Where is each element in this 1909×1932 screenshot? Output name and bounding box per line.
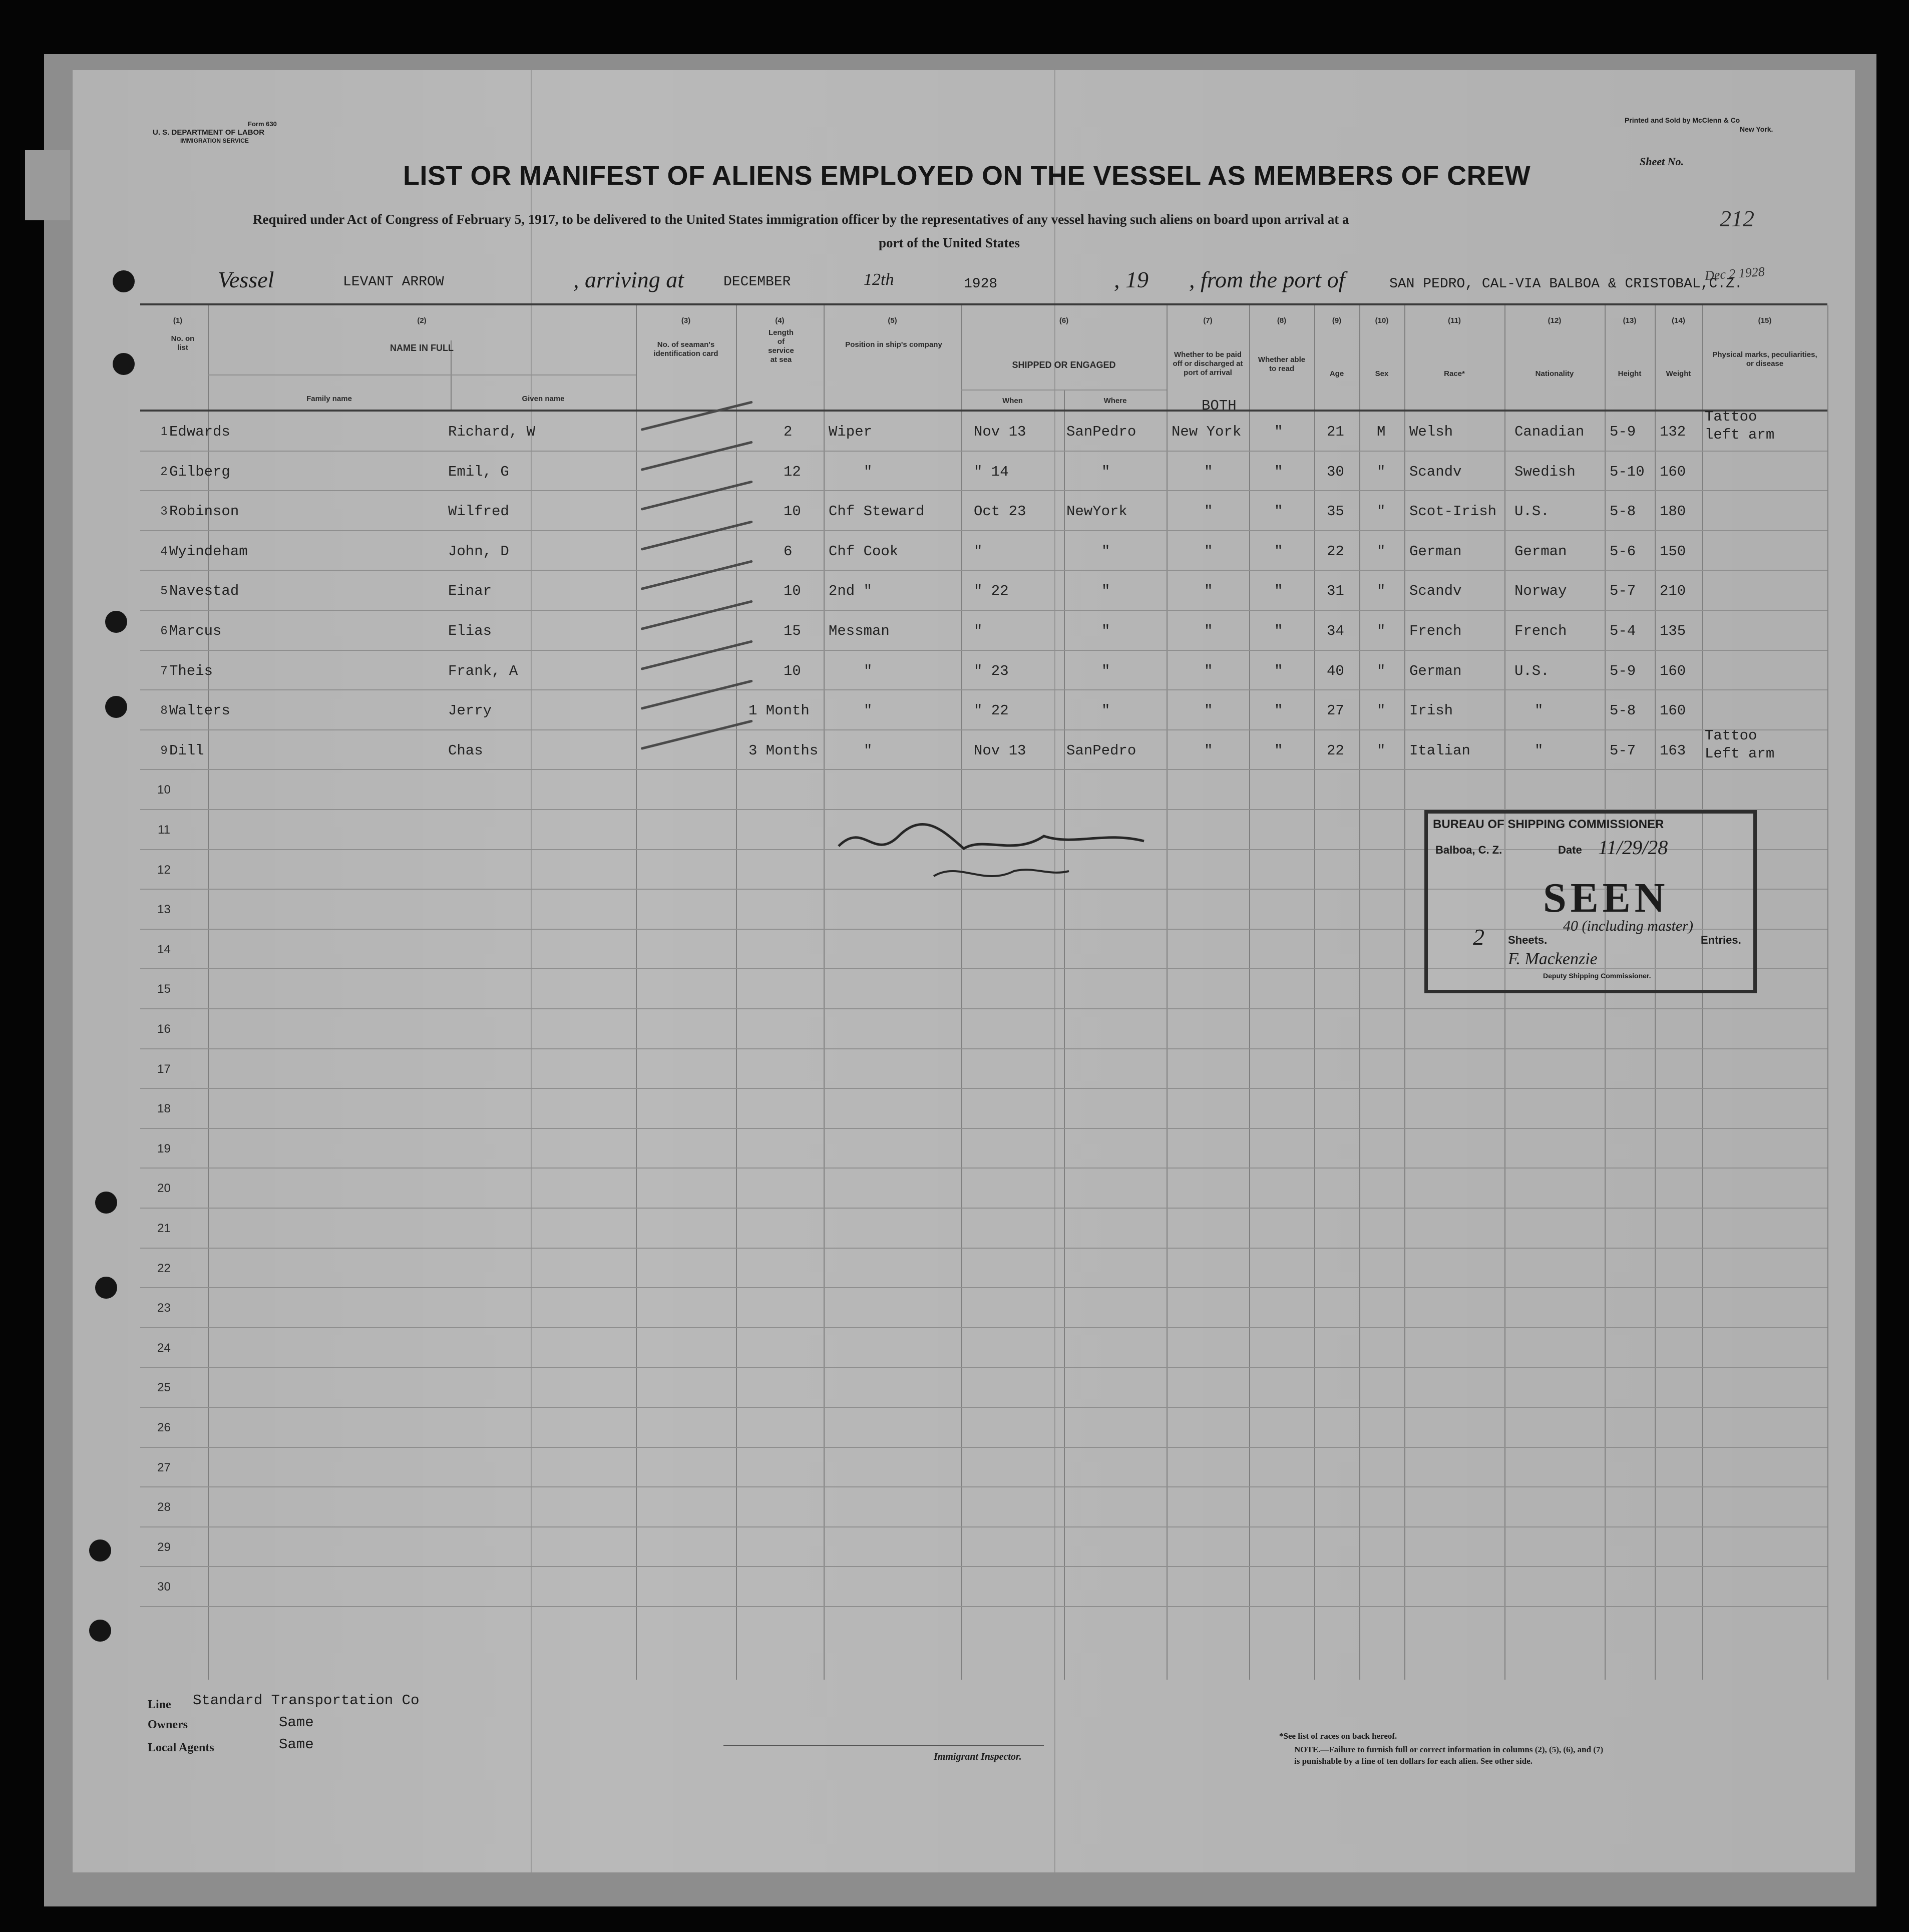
length-of-service: 2 <box>784 424 793 440</box>
row-rule <box>140 1566 1827 1567</box>
printer-line: Printed and Sold by McClenn & Co <box>1625 116 1740 124</box>
family-name: Navestad <box>169 583 239 600</box>
paid-off-port: " <box>1204 742 1213 759</box>
shipped-when: " 22 <box>974 583 1009 600</box>
owners-label: Owners <box>148 1718 188 1731</box>
stamp-entries-label: Entries. <box>1701 934 1741 946</box>
given-name: John, D <box>448 543 509 560</box>
col-label-race: Race* <box>1444 369 1465 378</box>
nationality: German <box>1514 543 1567 560</box>
sex: M <box>1377 424 1386 440</box>
length-of-service: 1 Month <box>748 702 810 719</box>
weight: 135 <box>1660 623 1686 639</box>
family-name: Edwards <box>169 424 230 440</box>
position: " <box>864 702 873 719</box>
sex: " <box>1377 742 1386 759</box>
row-rule <box>140 1128 1827 1129</box>
given-name: Jerry <box>448 702 492 719</box>
race: Scot-Irish <box>1409 503 1497 520</box>
row-rule <box>140 1367 1827 1368</box>
weight: 210 <box>1660 583 1686 600</box>
position: " <box>864 742 873 759</box>
row-number: 29 <box>157 1540 171 1554</box>
sex: " <box>1377 543 1386 560</box>
physical-marks: Tattoo <box>1705 727 1757 744</box>
row-rule <box>140 1168 1827 1169</box>
row-number: 10 <box>157 783 171 797</box>
nationality: U.S. <box>1514 662 1550 679</box>
shipped-where: " <box>1101 662 1110 679</box>
races-note: *See list of races on back hereof. <box>1279 1731 1397 1741</box>
shipped-when: " 14 <box>974 463 1009 480</box>
row-number: 12 <box>157 863 171 877</box>
family-name: Theis <box>169 662 213 679</box>
row-rule <box>140 1248 1827 1249</box>
col-no-12: (12) <box>1548 316 1562 325</box>
able-to-read: " <box>1274 463 1283 480</box>
row-number: 16 <box>157 1022 171 1036</box>
race: Welsh <box>1409 424 1453 440</box>
given-name: Emil, G <box>448 463 509 480</box>
height: 5-4 <box>1610 623 1636 639</box>
row-number: 11 <box>158 823 170 837</box>
row-rule <box>140 451 1827 452</box>
nationality: Canadian <box>1514 424 1585 440</box>
row-rule <box>140 1327 1827 1328</box>
row-number: 28 <box>157 1500 171 1514</box>
col-label-age: Age <box>1329 369 1344 378</box>
col-no-2: (2) <box>417 316 427 325</box>
col-no-7: (7) <box>1203 316 1213 325</box>
family-name: Walters <box>169 702 230 719</box>
weight: 160 <box>1660 463 1686 480</box>
bureau-stamp <box>1424 810 1757 993</box>
length-of-service: 12 <box>784 463 801 480</box>
stamp-date-label: Date <box>1558 844 1582 856</box>
punch-hole <box>113 353 135 375</box>
physical-marks: Tattoo <box>1705 409 1757 425</box>
able-to-read: " <box>1274 503 1283 520</box>
row-rule <box>140 1447 1827 1448</box>
form-number: Form 630 <box>248 120 277 128</box>
row-number: 19 <box>157 1141 171 1155</box>
col-no-1: (1) <box>173 316 183 325</box>
col-label-weight: Weight <box>1666 369 1691 378</box>
row-rule <box>140 1048 1827 1049</box>
printer-city: New York. <box>1740 125 1773 133</box>
row-number: 15 <box>157 982 171 996</box>
given-name: Wilfred <box>448 503 509 520</box>
row-rule <box>140 689 1827 690</box>
stamp-header: BUREAU OF SHIPPING COMMISSIONER <box>1433 818 1664 831</box>
arriving-day: 12th <box>864 270 894 289</box>
col-label-nationality: Nationality <box>1535 369 1574 378</box>
col-no-11: (11) <box>1448 316 1461 325</box>
shipped-where: " <box>1101 702 1110 719</box>
agents-label: Local Agents <box>148 1741 214 1754</box>
stamp-seen: SEEN <box>1543 875 1669 921</box>
row-rule <box>140 650 1827 651</box>
col-label-read: Whether able to read <box>1258 355 1306 373</box>
sex: " <box>1377 662 1386 679</box>
col-no-4: (4) <box>775 316 785 325</box>
family-name: Robinson <box>169 503 239 520</box>
shipped-where: SanPedro <box>1066 742 1136 759</box>
race: German <box>1409 543 1462 560</box>
family-name: Marcus <box>169 623 222 639</box>
row-number: 8 <box>160 703 168 717</box>
col-label-no-on-list: No. on list <box>171 334 195 352</box>
document-subtitle: Required under Act of Congress of February 5, 1917, to be delivered to the United States immigration officer by the representatives of any vessel having such aliens on board upon arrival at a <box>253 212 1349 227</box>
year-label: , 19 <box>1114 267 1149 292</box>
stamp-footer: Deputy Shipping Commissioner. <box>1543 972 1651 980</box>
shipped-where: " <box>1101 543 1110 560</box>
nationality: Swedish <box>1514 463 1576 480</box>
able-to-read: " <box>1274 662 1283 679</box>
manifest-sheet <box>73 70 1855 1872</box>
position: Wiper <box>829 424 873 440</box>
inspector-line <box>723 1745 1044 1746</box>
row-number: 3 <box>160 504 168 518</box>
race: Italian <box>1409 742 1470 759</box>
race: Scandv <box>1409 583 1462 600</box>
nationality: Norway <box>1514 583 1567 600</box>
age: 30 <box>1327 463 1344 480</box>
row-rule <box>140 570 1827 571</box>
col-label-sex: Sex <box>1375 369 1389 378</box>
agents-value: Same <box>279 1736 314 1753</box>
col-no-13: (13) <box>1623 316 1637 325</box>
punch-hole <box>89 1539 111 1562</box>
weight: 180 <box>1660 503 1686 520</box>
punch-hole <box>105 611 127 633</box>
shipped-when: " <box>974 623 983 639</box>
punch-hole <box>113 270 135 292</box>
height: 5-8 <box>1610 503 1636 520</box>
col-no-9: (9) <box>1332 316 1342 325</box>
position: " <box>864 463 873 480</box>
row-rule <box>140 530 1827 531</box>
line-value: Standard Transportation Co <box>193 1692 420 1709</box>
row-number: 1 <box>160 425 168 438</box>
row-number: 6 <box>160 624 168 637</box>
stamp-sheets-value: 2 <box>1473 924 1484 950</box>
arriving-year: 1928 <box>964 276 998 292</box>
owners-value: Same <box>279 1714 314 1731</box>
shipped-where: SanPedro <box>1066 424 1136 440</box>
age: 35 <box>1327 503 1344 520</box>
punch-hole <box>105 696 127 718</box>
nationality: " <box>1535 742 1544 759</box>
stamp-sheets-label: Sheets. <box>1508 934 1548 946</box>
row-rule <box>140 729 1827 730</box>
penalty-note-2: is punishable by a fine of ten dollars for each alien. See other side. <box>1294 1756 1533 1766</box>
length-of-service: 10 <box>784 583 801 600</box>
col-label-height: Height <box>1618 369 1642 378</box>
col-label-service: Length of service at sea <box>768 328 794 364</box>
age: 22 <box>1327 742 1344 759</box>
col-label-paid-off: Whether to be paid off or discharged at port of arrival <box>1173 350 1243 377</box>
line-label: Line <box>148 1698 171 1711</box>
row-number: 5 <box>160 584 168 598</box>
col-no-8: (8) <box>1277 316 1287 325</box>
col-no-3: (3) <box>681 316 691 325</box>
shipped-when: Oct 23 <box>974 503 1026 520</box>
row-rule <box>140 1208 1827 1209</box>
position: Chf Cook <box>829 543 899 560</box>
shipped-when: " 23 <box>974 662 1009 679</box>
paid-off-port: " <box>1204 463 1213 480</box>
weight: 160 <box>1660 702 1686 719</box>
service-line: IMMIGRATION SERVICE <box>180 137 249 144</box>
col-label-where: Where <box>1103 397 1127 405</box>
adjacent-page-edge <box>25 150 70 220</box>
sex: " <box>1377 583 1386 600</box>
inspector-label: Immigrant Inspector. <box>934 1751 1022 1762</box>
col-label-family-name: Family name <box>306 395 352 403</box>
height: 5-10 <box>1610 463 1645 480</box>
punch-hole <box>89 1620 111 1642</box>
penalty-note: NOTE.—Failure to furnish full or correct information in columns (2), (5), (6), and (7) <box>1294 1745 1604 1754</box>
row-rule <box>140 1287 1827 1288</box>
shipped-when: Nov 13 <box>974 742 1026 759</box>
department-line: U. S. DEPARTMENT OF LABOR <box>153 128 265 137</box>
age: 21 <box>1327 424 1344 440</box>
row-rule <box>140 1486 1827 1487</box>
age: 27 <box>1327 702 1344 719</box>
height: 5-8 <box>1610 702 1636 719</box>
race: French <box>1409 623 1462 639</box>
row-number: 24 <box>157 1341 171 1355</box>
family-name: Gilberg <box>169 463 230 480</box>
shipped-where: " <box>1101 463 1110 480</box>
sheet-number-label: Sheet No. <box>1640 155 1684 168</box>
row-number: 13 <box>157 903 171 917</box>
row-number: 18 <box>157 1102 171 1116</box>
stamp-date-value: 11/29/28 <box>1598 836 1668 859</box>
row-rule <box>140 1407 1827 1408</box>
age: 22 <box>1327 543 1344 560</box>
stamp-place: Balboa, C. Z. <box>1435 844 1502 856</box>
stamp-signature: F. Mackenzie <box>1508 950 1598 968</box>
row-number: 22 <box>157 1261 171 1275</box>
age: 40 <box>1327 662 1344 679</box>
sex: " <box>1377 503 1386 520</box>
length-of-service: 3 Months <box>748 742 819 759</box>
row-number: 17 <box>157 1062 171 1076</box>
row-number: 9 <box>160 743 168 757</box>
col-label-name: NAME IN FULL <box>390 343 454 353</box>
paid-off-port: " <box>1204 702 1213 719</box>
row-number: 25 <box>157 1381 171 1395</box>
able-to-read: " <box>1274 623 1283 639</box>
given-name: Chas <box>448 742 483 759</box>
paid-off-port: " <box>1204 543 1213 560</box>
col-no-15: (15) <box>1758 316 1772 325</box>
sex: " <box>1377 463 1386 480</box>
family-name: Wyindeham <box>169 543 248 560</box>
nationality: U.S. <box>1514 503 1550 520</box>
given-name: Frank, A <box>448 662 518 679</box>
length-of-service: 10 <box>784 503 801 520</box>
row-number: 21 <box>157 1222 171 1235</box>
age: 31 <box>1327 583 1344 600</box>
document-title: LIST OR MANIFEST OF ALIENS EMPLOYED ON THE VESSEL AS MEMBERS OF CREW <box>403 161 1531 191</box>
height: 5-6 <box>1610 543 1636 560</box>
shipped-when: " 22 <box>974 702 1009 719</box>
sex: " <box>1377 623 1386 639</box>
col-no-6: (6) <box>1059 316 1069 325</box>
able-to-read: " <box>1274 742 1283 759</box>
paid-off-note: BOTH <box>1202 398 1237 414</box>
position: 2nd " <box>829 583 873 600</box>
col-label-marks: Physical marks, peculiarities, or disease <box>1712 350 1817 368</box>
row-number: 30 <box>157 1580 171 1594</box>
col-label-id-card: No. of seaman's identification card <box>653 340 718 358</box>
race: Scandv <box>1409 463 1462 480</box>
row-number: 26 <box>157 1421 171 1434</box>
paid-off-port: " <box>1204 662 1213 679</box>
position: " <box>864 662 873 679</box>
shipped-when: " <box>974 543 983 560</box>
punch-hole <box>95 1192 117 1214</box>
stamp-entries-value: 40 (including master) <box>1563 918 1693 934</box>
col-no-14: (14) <box>1672 316 1685 325</box>
col-no-5: (5) <box>888 316 897 325</box>
row-number: 14 <box>157 942 171 956</box>
physical-marks-2: left arm <box>1705 427 1775 443</box>
row-rule <box>140 769 1827 770</box>
nationality: " <box>1535 702 1544 719</box>
page-number: 212 <box>1720 206 1754 231</box>
sex: " <box>1377 702 1386 719</box>
row-number: 2 <box>160 464 168 478</box>
length-of-service: 6 <box>784 543 793 560</box>
row-rule <box>140 610 1827 611</box>
weight: 150 <box>1660 543 1686 560</box>
shipped-when: Nov 13 <box>974 424 1026 440</box>
col-label-shipped: SHIPPED OR ENGAGED <box>1012 360 1116 370</box>
family-name: Dill <box>169 742 204 759</box>
col-no-10: (10) <box>1375 316 1389 325</box>
arriving-month: DECEMBER <box>723 274 791 290</box>
arriving-label: , arriving at <box>573 267 684 292</box>
col-label-given-name: Given name <box>522 395 565 403</box>
row-rule <box>140 1606 1827 1607</box>
given-name: Richard, W <box>448 424 536 440</box>
row-rule <box>140 490 1827 491</box>
col-label-position: Position in ship's company <box>845 340 942 349</box>
position: Messman <box>829 623 890 639</box>
race: German <box>1409 662 1462 679</box>
physical-marks-2: Left arm <box>1705 745 1775 762</box>
paid-off-port: " <box>1204 503 1213 520</box>
weight: 163 <box>1660 742 1686 759</box>
punch-hole <box>95 1277 117 1299</box>
given-name: Einar <box>448 583 492 600</box>
paid-off-port: " <box>1204 623 1213 639</box>
margin-note: Dec 2 1928 <box>1704 264 1765 283</box>
row-number: 20 <box>157 1182 171 1196</box>
able-to-read: " <box>1274 702 1283 719</box>
given-name: Elias <box>448 623 492 639</box>
race: Irish <box>1409 702 1453 719</box>
vessel-label: Vessel <box>218 267 274 292</box>
shipped-where: " <box>1101 623 1110 639</box>
length-of-service: 10 <box>784 662 801 679</box>
row-number: 23 <box>157 1301 171 1315</box>
shipped-where: NewYork <box>1066 503 1127 520</box>
able-to-read: " <box>1274 424 1283 440</box>
from-port: SAN PEDRO, CAL-VIA BALBOA & CRISTOBAL,C.Z. <box>1389 276 1743 292</box>
row-rule <box>140 1008 1827 1009</box>
col-label-when: When <box>1002 397 1023 405</box>
row-number: 27 <box>157 1460 171 1474</box>
age: 34 <box>1327 623 1344 639</box>
nationality: French <box>1514 623 1567 639</box>
weight: 132 <box>1660 424 1686 440</box>
able-to-read: " <box>1274 543 1283 560</box>
vessel-name: LEVANT ARROW <box>343 274 444 290</box>
row-number: 7 <box>160 663 168 677</box>
row-number: 4 <box>160 544 168 558</box>
shipped-where: " <box>1101 583 1110 600</box>
height: 5-7 <box>1610 583 1636 600</box>
position: Chf Steward <box>829 503 925 520</box>
from-port-label: , from the port of <box>1189 267 1345 292</box>
weight: 160 <box>1660 662 1686 679</box>
row-rule <box>140 1526 1827 1527</box>
height: 5-7 <box>1610 742 1636 759</box>
able-to-read: " <box>1274 583 1283 600</box>
row-rule <box>140 1088 1827 1089</box>
paid-off-port: " <box>1204 583 1213 600</box>
length-of-service: 15 <box>784 623 801 639</box>
document-subtitle-2: port of the United States <box>879 235 1020 250</box>
height: 5-9 <box>1610 424 1636 440</box>
height: 5-9 <box>1610 662 1636 679</box>
paid-off-port: New York <box>1172 424 1242 440</box>
